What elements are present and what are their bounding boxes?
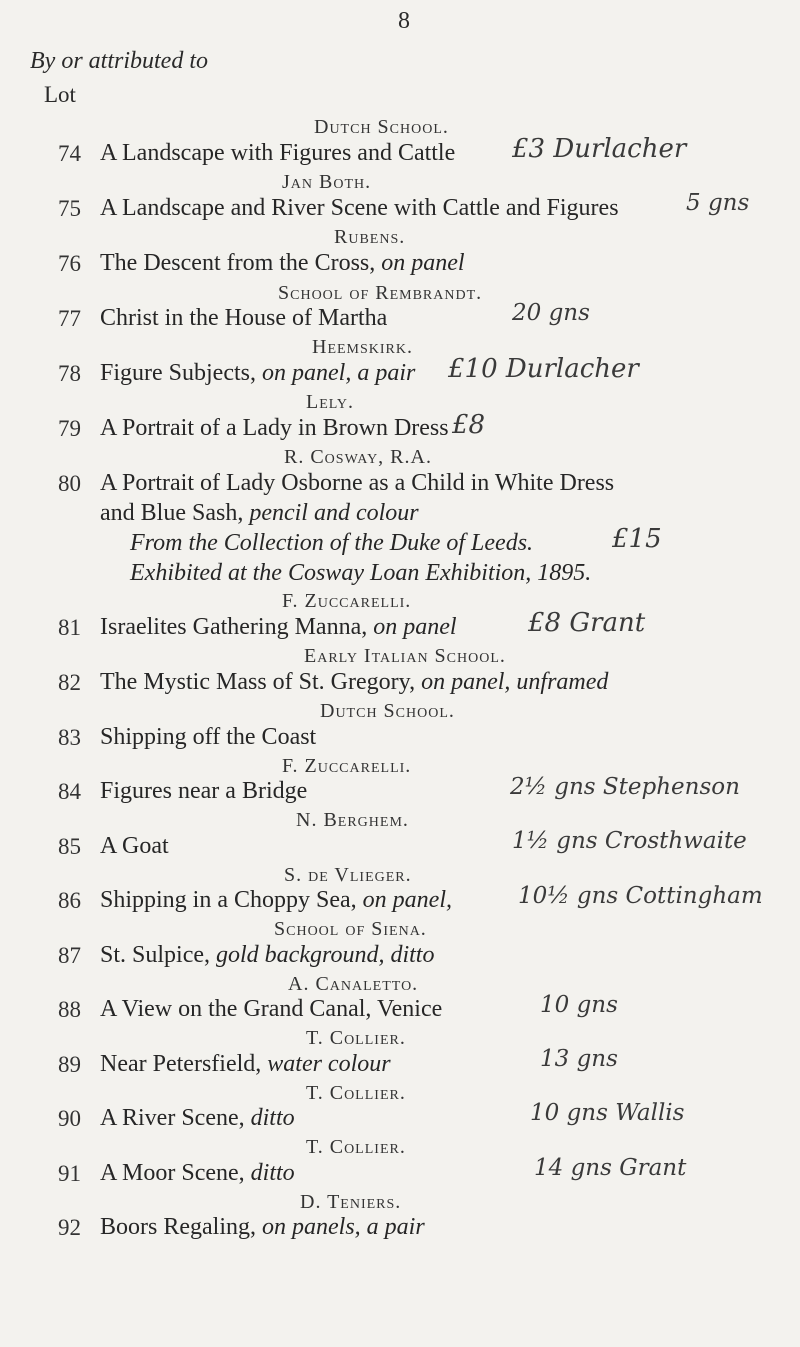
artist-name: S. de Vlieger. (284, 864, 412, 886)
lot-title: A Portrait of Lady Osborne as a Child in White Dress (100, 470, 615, 496)
lot-number: 80 (58, 471, 81, 496)
handwritten-note: 10 gns Wallis (530, 1100, 685, 1126)
lot-title: Boors Regaling, on panels, a pair (100, 1214, 425, 1240)
artist-name: Jan Both. (282, 171, 372, 193)
lot-title: A Goat (100, 833, 169, 859)
lot-number: 85 (58, 834, 81, 859)
artist-name: Lely. (306, 391, 355, 413)
lot-number: 87 (58, 943, 81, 968)
artist-name: School of Siena. (274, 918, 427, 940)
lot-title: Shipping in a Choppy Sea, on panel, (100, 887, 452, 913)
lot-title: A View on the Grand Canal, Venice (100, 996, 443, 1022)
lot-number: 84 (58, 779, 81, 804)
lot-title: Figures near a Bridge (100, 778, 308, 804)
handwritten-note: 14 gns Grant (534, 1155, 687, 1181)
artist-name: R. Cosway, R.A. (284, 446, 432, 468)
lot-number: 76 (58, 251, 81, 276)
artist-name: Dutch School. (320, 700, 455, 722)
artist-name: D. Teniers. (300, 1191, 402, 1213)
lot-title: A Landscape and River Scene with Cattle and Figures (100, 195, 619, 221)
artist-name: School of Rembrandt. (278, 282, 483, 304)
lot-number: 77 (58, 306, 81, 331)
artist-name: Rubens. (334, 226, 406, 248)
page-number: 8 (398, 8, 410, 34)
handwritten-note: 20 gns (512, 300, 590, 326)
artist-name: Dutch School. (314, 116, 449, 138)
lot-title: Christ in the House of Martha (100, 305, 388, 331)
lot-title: St. Sulpice, gold background, ditto (100, 942, 435, 968)
lot-title: The Descent from the Cross, on panel (100, 250, 465, 276)
lot-title: Figure Subjects, on panel, a pair (100, 360, 416, 386)
lot-number: 91 (58, 1161, 81, 1186)
lot-title: Shipping off the Coast (100, 724, 317, 750)
artist-name: F. Zuccarelli. (282, 590, 412, 612)
lot-number: 86 (58, 888, 81, 913)
lot-number: 88 (58, 997, 81, 1022)
lot-title: A Portrait of a Lady in Brown Dress (100, 415, 449, 441)
handwritten-note: £8 Grant (528, 608, 646, 638)
artist-name: Early Italian School. (304, 645, 506, 667)
artist-name: F. Zuccarelli. (282, 755, 412, 777)
handwritten-note: 5 gns (686, 190, 750, 216)
lot-number: 75 (58, 196, 81, 221)
handwritten-note: £10 Durlacher (448, 354, 639, 384)
lot-number: 90 (58, 1106, 81, 1131)
lot-title-continued: and Blue Sash, pencil and colour (100, 500, 419, 526)
lot-number: 83 (58, 725, 81, 750)
lot-number: 82 (58, 670, 81, 695)
handwritten-note: £15 (612, 524, 662, 554)
lot-number: 79 (58, 416, 81, 441)
lot-title: Israelites Gathering Manna, on panel (100, 614, 457, 640)
lot-title: A Moor Scene, ditto (100, 1160, 295, 1186)
artist-name: T. Collier. (306, 1027, 406, 1049)
lot-number: 92 (58, 1215, 81, 1240)
handwritten-note: £8 (452, 410, 486, 440)
artist-name: A. Canaletto. (288, 973, 419, 995)
handwritten-note: 2½ gns Stephenson (510, 774, 740, 800)
handwritten-note: 13 gns (540, 1046, 618, 1072)
lot-title: Near Petersfield, water colour (100, 1051, 391, 1077)
lot-column-label: Lot (44, 82, 76, 107)
artist-name: N. Berghem. (296, 809, 409, 831)
provenance-line: From the Collection of the Duke of Leeds. (130, 530, 534, 556)
handwritten-note: £3 Durlacher (512, 134, 687, 164)
artist-name: T. Collier. (306, 1136, 406, 1158)
lot-number: 74 (58, 141, 81, 166)
artist-name: Heemskirk. (312, 336, 414, 358)
lot-title: A River Scene, ditto (100, 1105, 295, 1131)
page-header: By or attributed to (30, 48, 208, 74)
handwritten-note: 1½ gns Crosthwaite (512, 828, 747, 854)
lot-number: 78 (58, 361, 81, 386)
lot-title: The Mystic Mass of St. Gregory, on panel, unframed (100, 669, 609, 695)
lot-title: A Landscape with Figures and Cattle (100, 140, 456, 166)
lot-number: 89 (58, 1052, 81, 1077)
handwritten-note: 10½ gns Cottingham (518, 883, 763, 909)
lot-number: 81 (58, 615, 81, 640)
artist-name: T. Collier. (306, 1082, 406, 1104)
handwritten-note: 10 gns (540, 992, 618, 1018)
exhibition-line: Exhibited at the Cosway Loan Exhibition, 1895. (130, 560, 592, 586)
